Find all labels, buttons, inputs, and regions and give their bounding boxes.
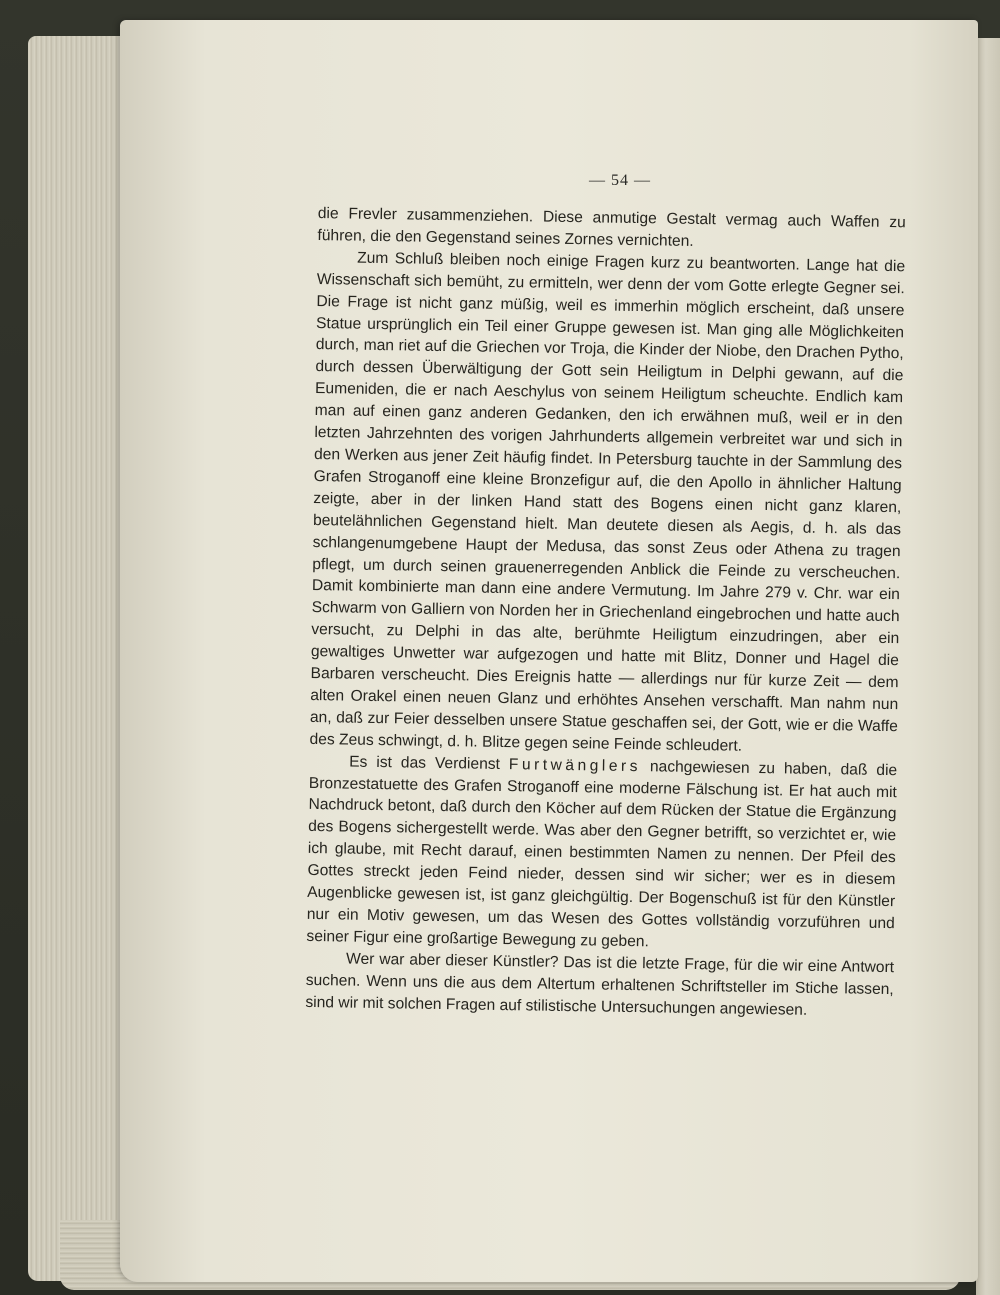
facing-page-edge xyxy=(976,38,1000,1295)
paragraph-text: die Frevler zusammenziehen. Diese anmutige Gestalt vermag auch Waffen zu führen, die den Gegenstand seines Zornes vernichten. xyxy=(317,204,906,250)
page-number: — 54 — xyxy=(589,172,651,189)
body-text xyxy=(305,203,906,1023)
paragraph-2 xyxy=(309,247,905,760)
author-name-spaced: Furtwänglers xyxy=(508,755,642,775)
paragraph-4 xyxy=(305,948,894,1023)
paragraph-text: nachgewiesen zu haben, daß die Bronzestatuette des Grafen Stroganoff eine moderne Fälschung ist. Er hat auch mit Nachdruck betont, daß durch den Köcher auf dem Rücken der Statue die Ergänzung des Bogens sichergestellt werde. Was aber den Gegner betrifft, so verzichtet er, wie ich glaube, mit Recht darauf, einen bestimmten Namen zu nennen. Der Pfeil des Gottes streckt jeden Feind nieder, dessen sind wir sicher; wer es in diesem Augenblicke gewesen ist, ist ganz gleichgültig. Der Bogenschuß ist für den Künstler nur ein Motiv gewesen, um das Wesen des Gottes vollständig vorzuführen und seiner Figur eine großartige Bewegung zu geben. xyxy=(306,757,898,951)
paragraph-3 xyxy=(306,751,897,957)
paragraph-text: Wer war aber dieser Künstler? Das ist die letzte Frage, für die wir eine Antwort suchen. Wenn uns die aus dem Altertum erhaltenen Schriftsteller im Stiche lassen, sind wir mit solchen Fragen auf stilistische Untersuchungen angewiesen. xyxy=(305,950,895,1019)
paragraph-text: Es ist das Verdienst xyxy=(349,753,510,773)
paragraph-text: Zum Schluß bleiben noch einige Fragen kurz zu beantworten. Lange hat die Wissenschaft sich bemüht, zu ermitteln, wer denn der vom Gotte erlegte Gegner sei. Die Frage ist nicht ganz müßig, weil es immerhin möglich erscheint, daß unsere Statue ursprünglich ein Teil einer Gruppe gewesen ist. Man ging alle Möglichkeiten durch, man riet auf die Griechen vor Troja, die Kinder der Niobe, den Drachen Pytho, durch dessen Überwältigung der Gott sein Heiligtum in Delphi gewann, auf die Eumeniden, die er nach Aeschylus von seinem Heiligtum scheuchte. Endlich kam man auf einen ganz anderen Gedanken, den ich erwähnen muß, weil er in den letzten Jahrzehnten des vorigen Jahrhunderts allgemein verbreitet war und sich in den Werken aus jener Zeit häufig findet. In Petersburg tauchte in der Sammlung des Grafen Stroganoff eine kleine Bronzefigur auf, die den Apollo in ähnlicher Haltung zeigte, aber in der linken Hand statt des Bogens einen nicht ganz klaren, beutelähnlichen Gegenstand hielt. Man deutete diesen als Aegis, d. h. als das schlangenumgebene Haupt der Medusa, das sonst Zeus oder Athena zu tragen pflegt, um durch seinen grauenerregenden Anblick die Feinde zu verscheuchen. Damit kombinierte man dann eine andere Vermutung. Im Jahre 279 v. Chr. war ein Schwarm von Galliern von Norden her in Griechenland eingebrochen und hatte auch versucht, zu Delphi in das alte, berühmte Heiligtum einzudringen, aber ein gewaltiges Unwetter war aufgezogen und hatte mit Blitz, Donner und Hagel die Barbaren verscheucht. Dies Ereignis hatte — allerdings nur für kurze Zeit — dem alten Orakel einen neuen Glanz und erhöhtes Ansehen verschafft. Man nahm nun an, daß zur Feier desselben unsere Statue geschaffen sei, der Gott, wie er die Waffe des Zeus schwingt, d. h. Blitze gegen seine Feinde schleudert. xyxy=(309,249,906,755)
